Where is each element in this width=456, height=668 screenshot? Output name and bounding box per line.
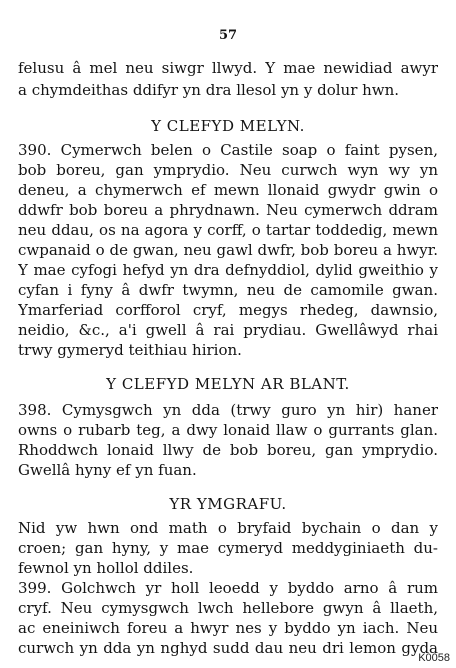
section-2-line-4: Gwellâ hyny ef yn fuan. — [18, 461, 197, 479]
section-3-line-2: croen; gan hyny, y mae cymeryd meddyginiaeth du- — [18, 539, 438, 557]
section-3-line-6: ac eneiniwch foreu a hwyr nes y byddo yn iach. Neu — [18, 619, 438, 637]
section-heading-ymgrafu: YR YMGRAFU. — [169, 495, 287, 513]
section-1-line-3: deneu, a chymerwch ef mewn llonaid gwydr gwin o — [18, 181, 438, 199]
section-1-line-1: 390. Cymerwch belen o Castile soap o faint pysen, — [18, 141, 438, 159]
intro-line-1: felusu â mel neu siwgr llwyd. Y mae newidiad awyr — [18, 59, 438, 77]
section-heading-clefyd-melyn-ar-blant: Y CLEFYD MELYN AR BLANT. — [106, 375, 350, 393]
section-2-line-1: 398. Cymysgwch yn dda (trwy guro yn hir) haner — [18, 401, 438, 419]
section-1-line-6: cwpanaid o de gwan, neu gawl dwfr, bob boreu a hwyr. — [18, 241, 438, 259]
section-1-line-9: Ymarferiad corfforol cryf, megys rhedeg, dawnsio, — [18, 301, 438, 319]
section-1-line-8: cyfan i fyny â dwfr twymn, neu de camomile gwan. — [18, 281, 438, 299]
catalog-code: K0058 — [418, 652, 450, 664]
section-1-line-10: neidio, &c., a'i gwell â rai prydiau. Gwellâwyd rhai — [18, 321, 438, 339]
section-3-line-1: Nid yw hwn ond math o bryfaid bychain o dan y — [18, 519, 438, 537]
section-1-line-11: trwy gymeryd teithiau hirion. — [18, 341, 242, 359]
section-3-line-4: 399. Golchwch yr holl leoedd y byddo arno â rum — [18, 579, 438, 597]
section-1-line-4: ddwfr bob boreu a phrydnawn. Neu cymerwch ddram — [18, 201, 438, 219]
section-2-line-2: owns o rubarb teg, a dwy lonaid llaw o gurrants glan. — [18, 421, 438, 439]
section-1-line-7: Y mae cyfogi hefyd yn dra defnyddiol, dylid gweithio y — [18, 261, 438, 279]
section-heading-clefyd-melyn: Y CLEFYD MELYN. — [151, 117, 305, 135]
intro-line-2: a chymdeithas ddifyr yn dra llesol yn y dolur hwn. — [18, 81, 400, 99]
section-3-line-7: curwch yn dda yn nghyd sudd dau neu dri lemon gyda — [18, 639, 438, 657]
section-3-line-5: cryf. Neu cymysgwch lwch hellebore gwyn â llaeth, — [18, 599, 438, 617]
section-2-line-3: Rhoddwch lonaid llwy de bob boreu, gan ymprydio. — [18, 441, 438, 459]
section-1-line-2: bob boreu, gan ymprydio. Neu curwch wyn wy yn — [18, 161, 438, 179]
section-1-line-5: neu ddau, os na agora y corff, o tartar toddedig, mewn — [18, 221, 438, 239]
page-number: 57 — [218, 28, 238, 43]
section-3-line-3: fewnol yn hollol ddiles. — [18, 559, 194, 577]
